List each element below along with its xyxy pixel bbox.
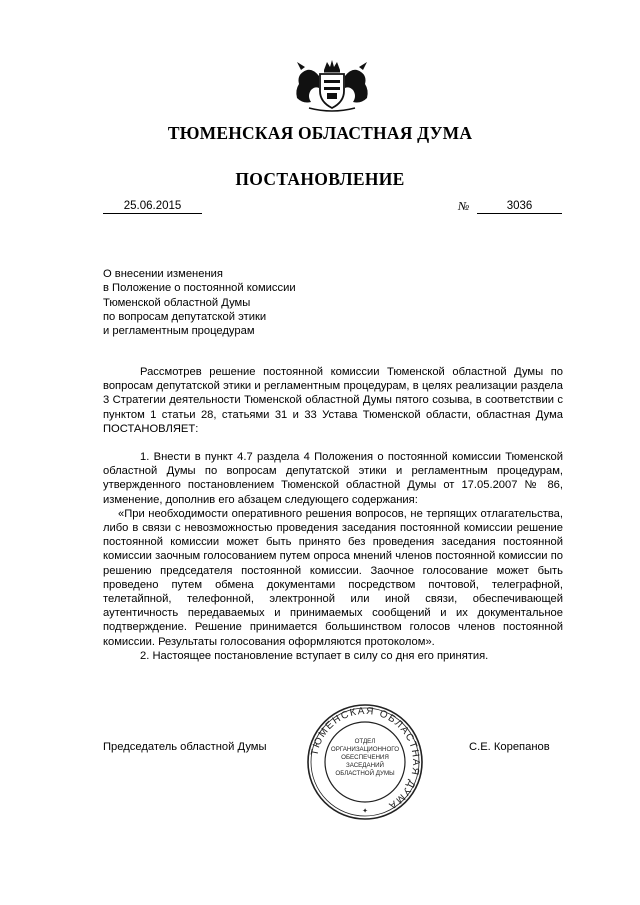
- svg-text:ОБЛАСТНОЙ ДУМЫ: ОБЛАСТНОЙ ДУМЫ: [335, 770, 395, 777]
- subject-line: в Положение о постоянной комиссии: [103, 282, 296, 295]
- svg-text:ТЮМЕНСКАЯ ОБЛАСТНАЯ ДУМА: ТЮМЕНСКАЯ ОБЛАСТНАЯ ДУМА: [309, 705, 422, 812]
- svg-text:ОБЕСПЕЧЕНИЯ: ОБЕСПЕЧЕНИЯ: [341, 754, 389, 761]
- item-2-paragraph: 2. Настоящее постановление вступает в силу со дня его принятия.: [140, 649, 489, 662]
- svg-text:✦: ✦: [362, 808, 368, 815]
- official-stamp-icon: [306, 703, 424, 821]
- subject-line: О внесении изменения: [103, 268, 223, 280]
- signatory-name: С.Е. Корепанов: [469, 741, 550, 753]
- subject-line: Тюменской областной Думы: [103, 296, 251, 309]
- signatory-title: Председатель областной Думы: [103, 741, 267, 753]
- svg-text:ЗАСЕДАНИЙ: ЗАСЕДАНИЙ: [345, 762, 385, 769]
- svg-text:ОТДЕЛ: ОТДЕЛ: [354, 738, 376, 745]
- preamble-paragraph: Рассмотрев решение постоянной комиссии Тюменской областной Думы по вопросам депутатской этики и регламентным процедурам, в целях реализации раздела 3 Стратегии деятельности Тюменской областной Думы пятого созыва, в соответствии с пунктом 1 статьи 28, статьями 31 и 33 Устава Тюменской области, областная Дума ПОСТАНОВЛЯЕТ:: [103, 366, 563, 435]
- subject-line: и регламентным процедурам: [103, 325, 255, 338]
- item-1-paragraph: 1. Внести в пункт 4.7 раздела 4 Положения о постоянной комиссии Тюменской областной Думы по вопросам депутатской этики и регламентным процедурам, утвержденного постановлением Тюменской областной Думы от 17.05.2007 № 86, изменение, дополнив его абзацем следующего содержания:: [103, 451, 563, 506]
- subject-line: по вопросам депутатской этики: [103, 310, 267, 323]
- document-date: 25.06.2015: [103, 199, 202, 214]
- document-type-heading: ПОСТАНОВЛЕНИЕ: [235, 169, 405, 189]
- svg-text:ОРГАНИЗАЦИОННОГО: ОРГАНИЗАЦИОННОГО: [330, 746, 400, 753]
- organization-title: ТЮМЕНСКАЯ ОБЛАСТНАЯ ДУМА: [167, 123, 473, 143]
- coat-of-arms-icon: [289, 58, 375, 114]
- document-subject: [103, 267, 363, 338]
- number-sign: №: [458, 199, 470, 213]
- document-number: 3036: [477, 199, 562, 214]
- quoted-amendment-paragraph: «При необходимости оперативного решения вопросов, не терпящих отлагательства, либо в связи с невозможностью проведения заседания постоянной комиссии решение постоянной комиссии может быть принято без проведения заседания постоянной комиссии заочным голосованием путем опроса мнений членов постоянной комиссии по решению председателя постоянной комиссии. Заочное голосование может быть проведено путем обмена документами посредством почтовой, телеграфной, телетайпной, телефонной, электронной или иной связи, обеспечивающей аутентичность передаваемых и принимаемых сообщений и их документальное подтверждение. Решение принимается большинством голосов членов постоянной комиссии. Результаты голосования оформляются протоколом».: [103, 507, 563, 648]
- document-body: [103, 365, 563, 663]
